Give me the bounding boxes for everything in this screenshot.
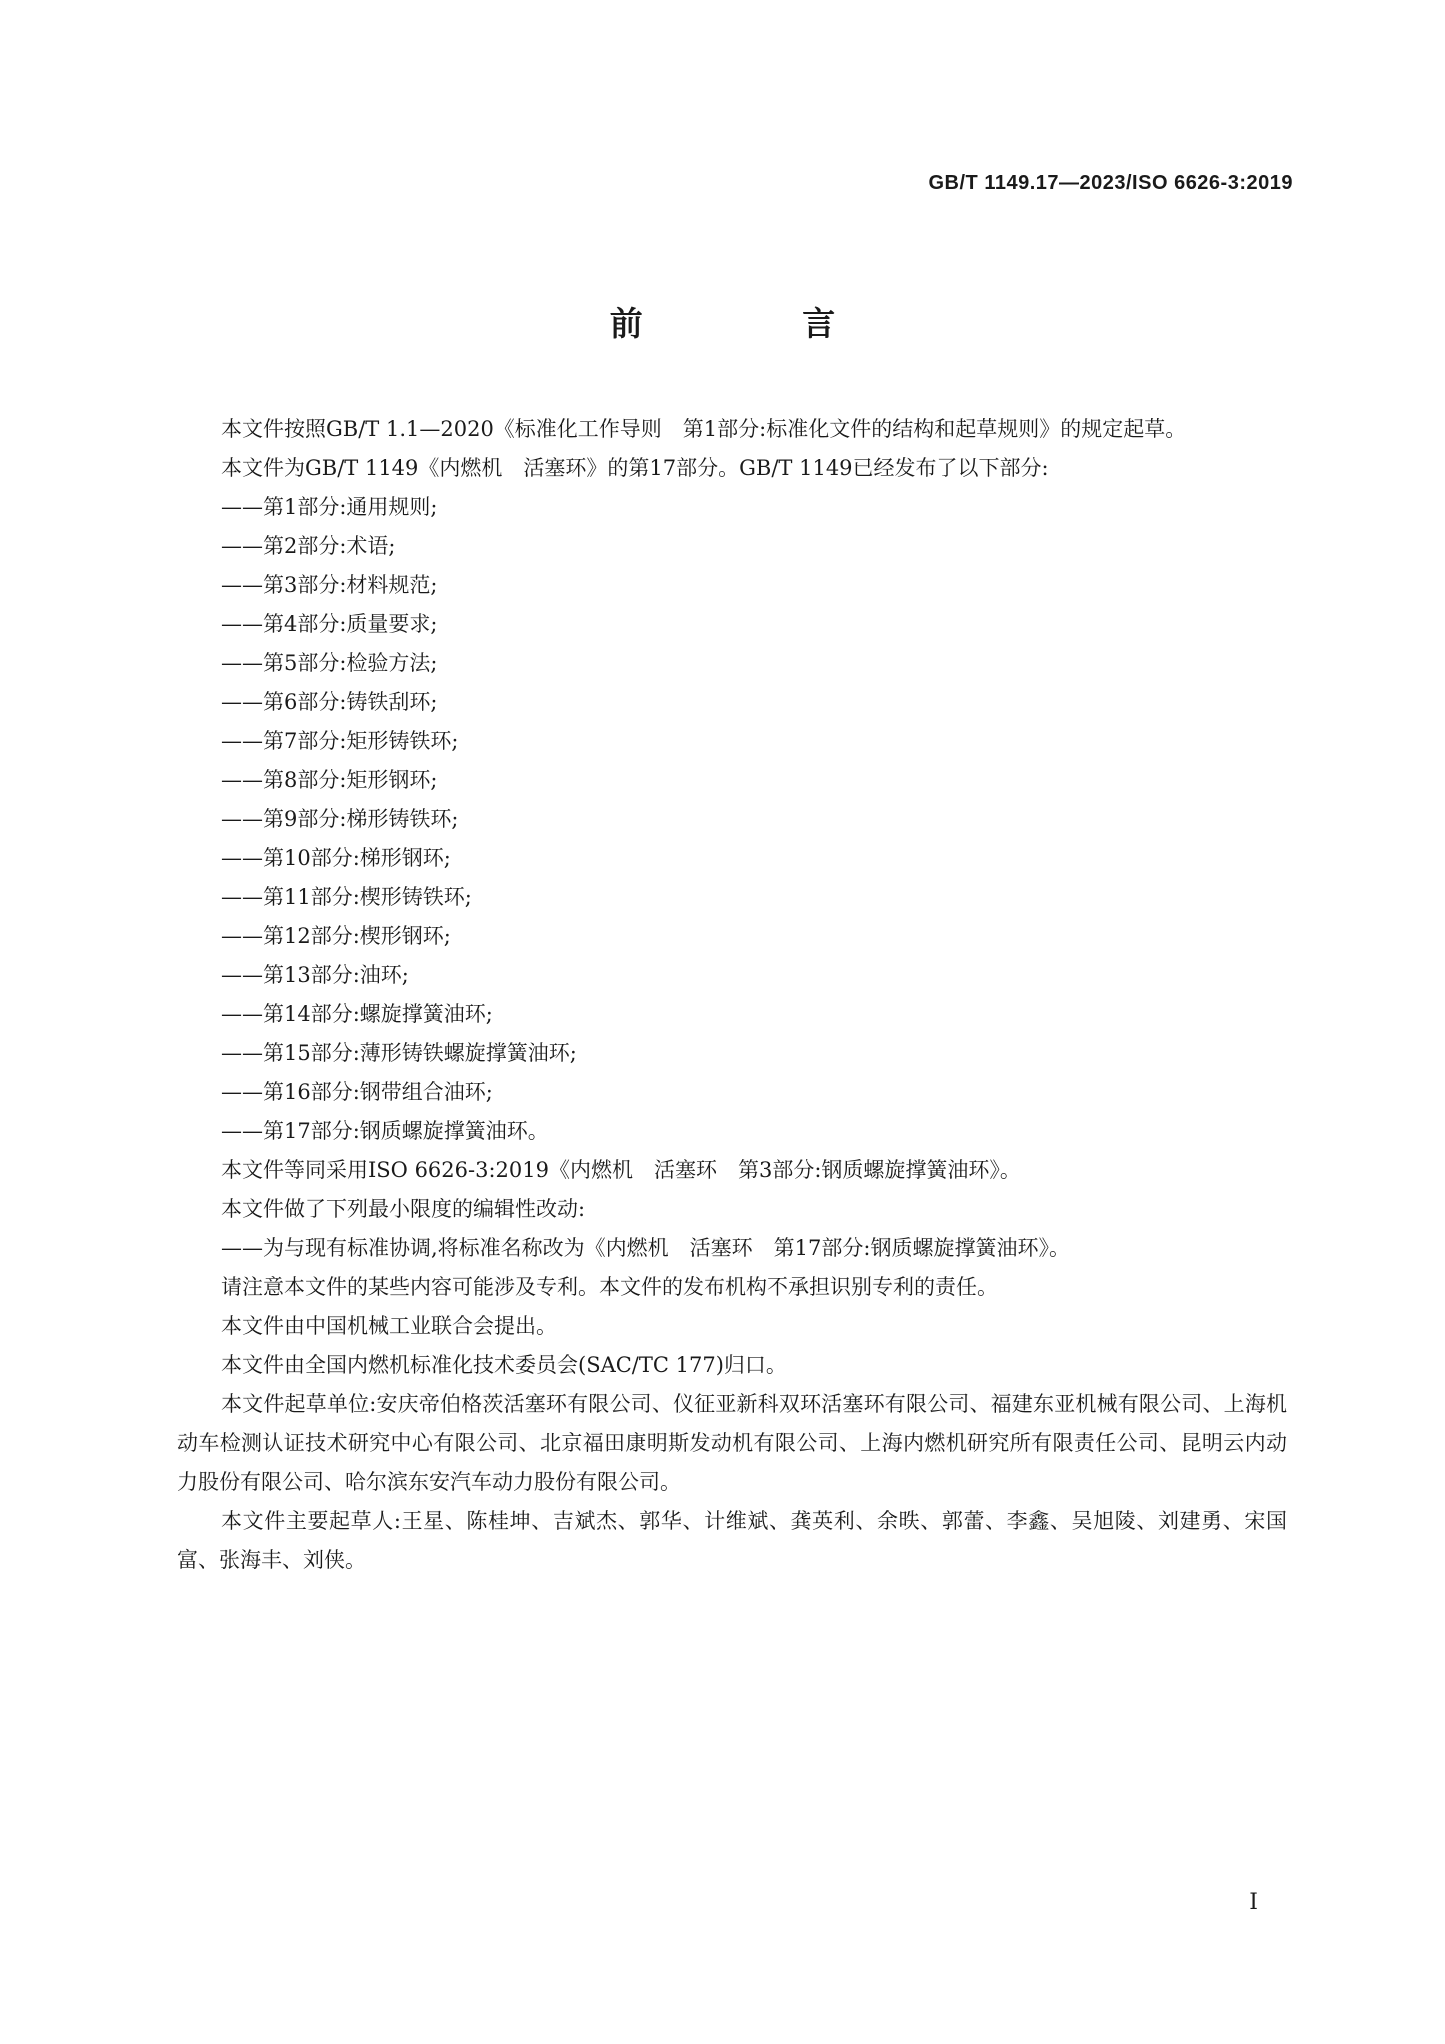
paragraph-proposed-by: 本文件由中国机械工业联合会提出。 [221,1314,557,1338]
list-item-part-1: ——第1部分:通用规则; [221,495,438,519]
list-item-part-11: ——第11部分:楔形铸铁环; [221,885,472,909]
paragraph-editorial-changes: 本文件做了下列最小限度的编辑性改动: [221,1197,586,1221]
page-number: I [1249,1890,1258,1915]
list-item-part-17: ——第17部分:钢质螺旋撑簧油环。 [221,1119,549,1143]
list-item-part-16: ——第16部分:钢带组合油环; [221,1080,493,1104]
paragraph-drafting-organizations: 本文件起草单位:安庆帝伯格茨活塞环有限公司、仪征亚新科双环活塞环有限公司、福建东亚机械有限公司、上海机动车检测认证技术研究中心有限公司、北京福田康明斯发动机有限公司、上海内燃机研究所有限责任公司、昆明云内动力股份有限公司、哈尔滨东安汽车动力股份有限公司。 [177,1392,1287,1494]
paragraph-patent-notice: 请注意本文件的某些内容可能涉及专利。本文件的发布机构不承担识别专利的责任。 [221,1275,998,1299]
paragraph-series-intro: 本文件为GB/T 1149《内燃机 活塞环》的第17部分。GB/T 1149已经发布了以下部分: [221,456,1049,480]
foreword-body [177,410,1287,1580]
list-item-part-5: ——第5部分:检验方法; [221,651,438,675]
paragraph-drafters: 本文件主要起草人:王星、陈桂坤、吉斌杰、郭华、计维斌、龚英利、余昳、郭蕾、李鑫、吴旭陵、刘建勇、宋国富、张海丰、刘侠。 [177,1509,1287,1572]
list-item-part-12: ——第12部分:楔形钢环; [221,924,451,948]
page-title: 前 言 [609,304,910,343]
paragraph-identical-adoption: 本文件等同采用ISO 6626-3:2019《内燃机 活塞环 第3部分:钢质螺旋撑簧油环》。 [221,1158,1021,1182]
standard-code: GB/T 1149.17—2023/ISO 6626-3:2019 [928,172,1293,194]
paragraph-drafting-rules: 本文件按照GB/T 1.1—2020《标准化工作导则 第1部分:标准化文件的结构和起草规则》的规定起草。 [221,417,1187,441]
list-item-editorial-change: ——为与现有标准协调,将标准名称改为《内燃机 活塞环 第17部分:钢质螺旋撑簧油环》。 [221,1236,1070,1260]
list-item-part-3: ——第3部分:材料规范; [221,573,438,597]
list-item-part-4: ——第4部分:质量要求; [221,612,438,636]
list-item-part-8: ——第8部分:矩形钢环; [221,768,438,792]
paragraph-technical-committee: 本文件由全国内燃机标准化技术委员会(SAC/TC 177)归口。 [221,1353,787,1377]
list-item-part-6: ——第6部分:铸铁刮环; [221,690,438,714]
list-item-part-2: ——第2部分:术语; [221,534,396,558]
list-item-part-10: ——第10部分:梯形钢环; [221,846,451,870]
list-item-part-9: ——第9部分:梯形铸铁环; [221,807,459,831]
list-item-part-14: ——第14部分:螺旋撑簧油环; [221,1002,493,1026]
list-item-part-7: ——第7部分:矩形铸铁环; [221,729,459,753]
list-item-part-13: ——第13部分:油环; [221,963,409,987]
list-item-part-15: ——第15部分:薄形铸铁螺旋撑簧油环; [221,1041,577,1065]
